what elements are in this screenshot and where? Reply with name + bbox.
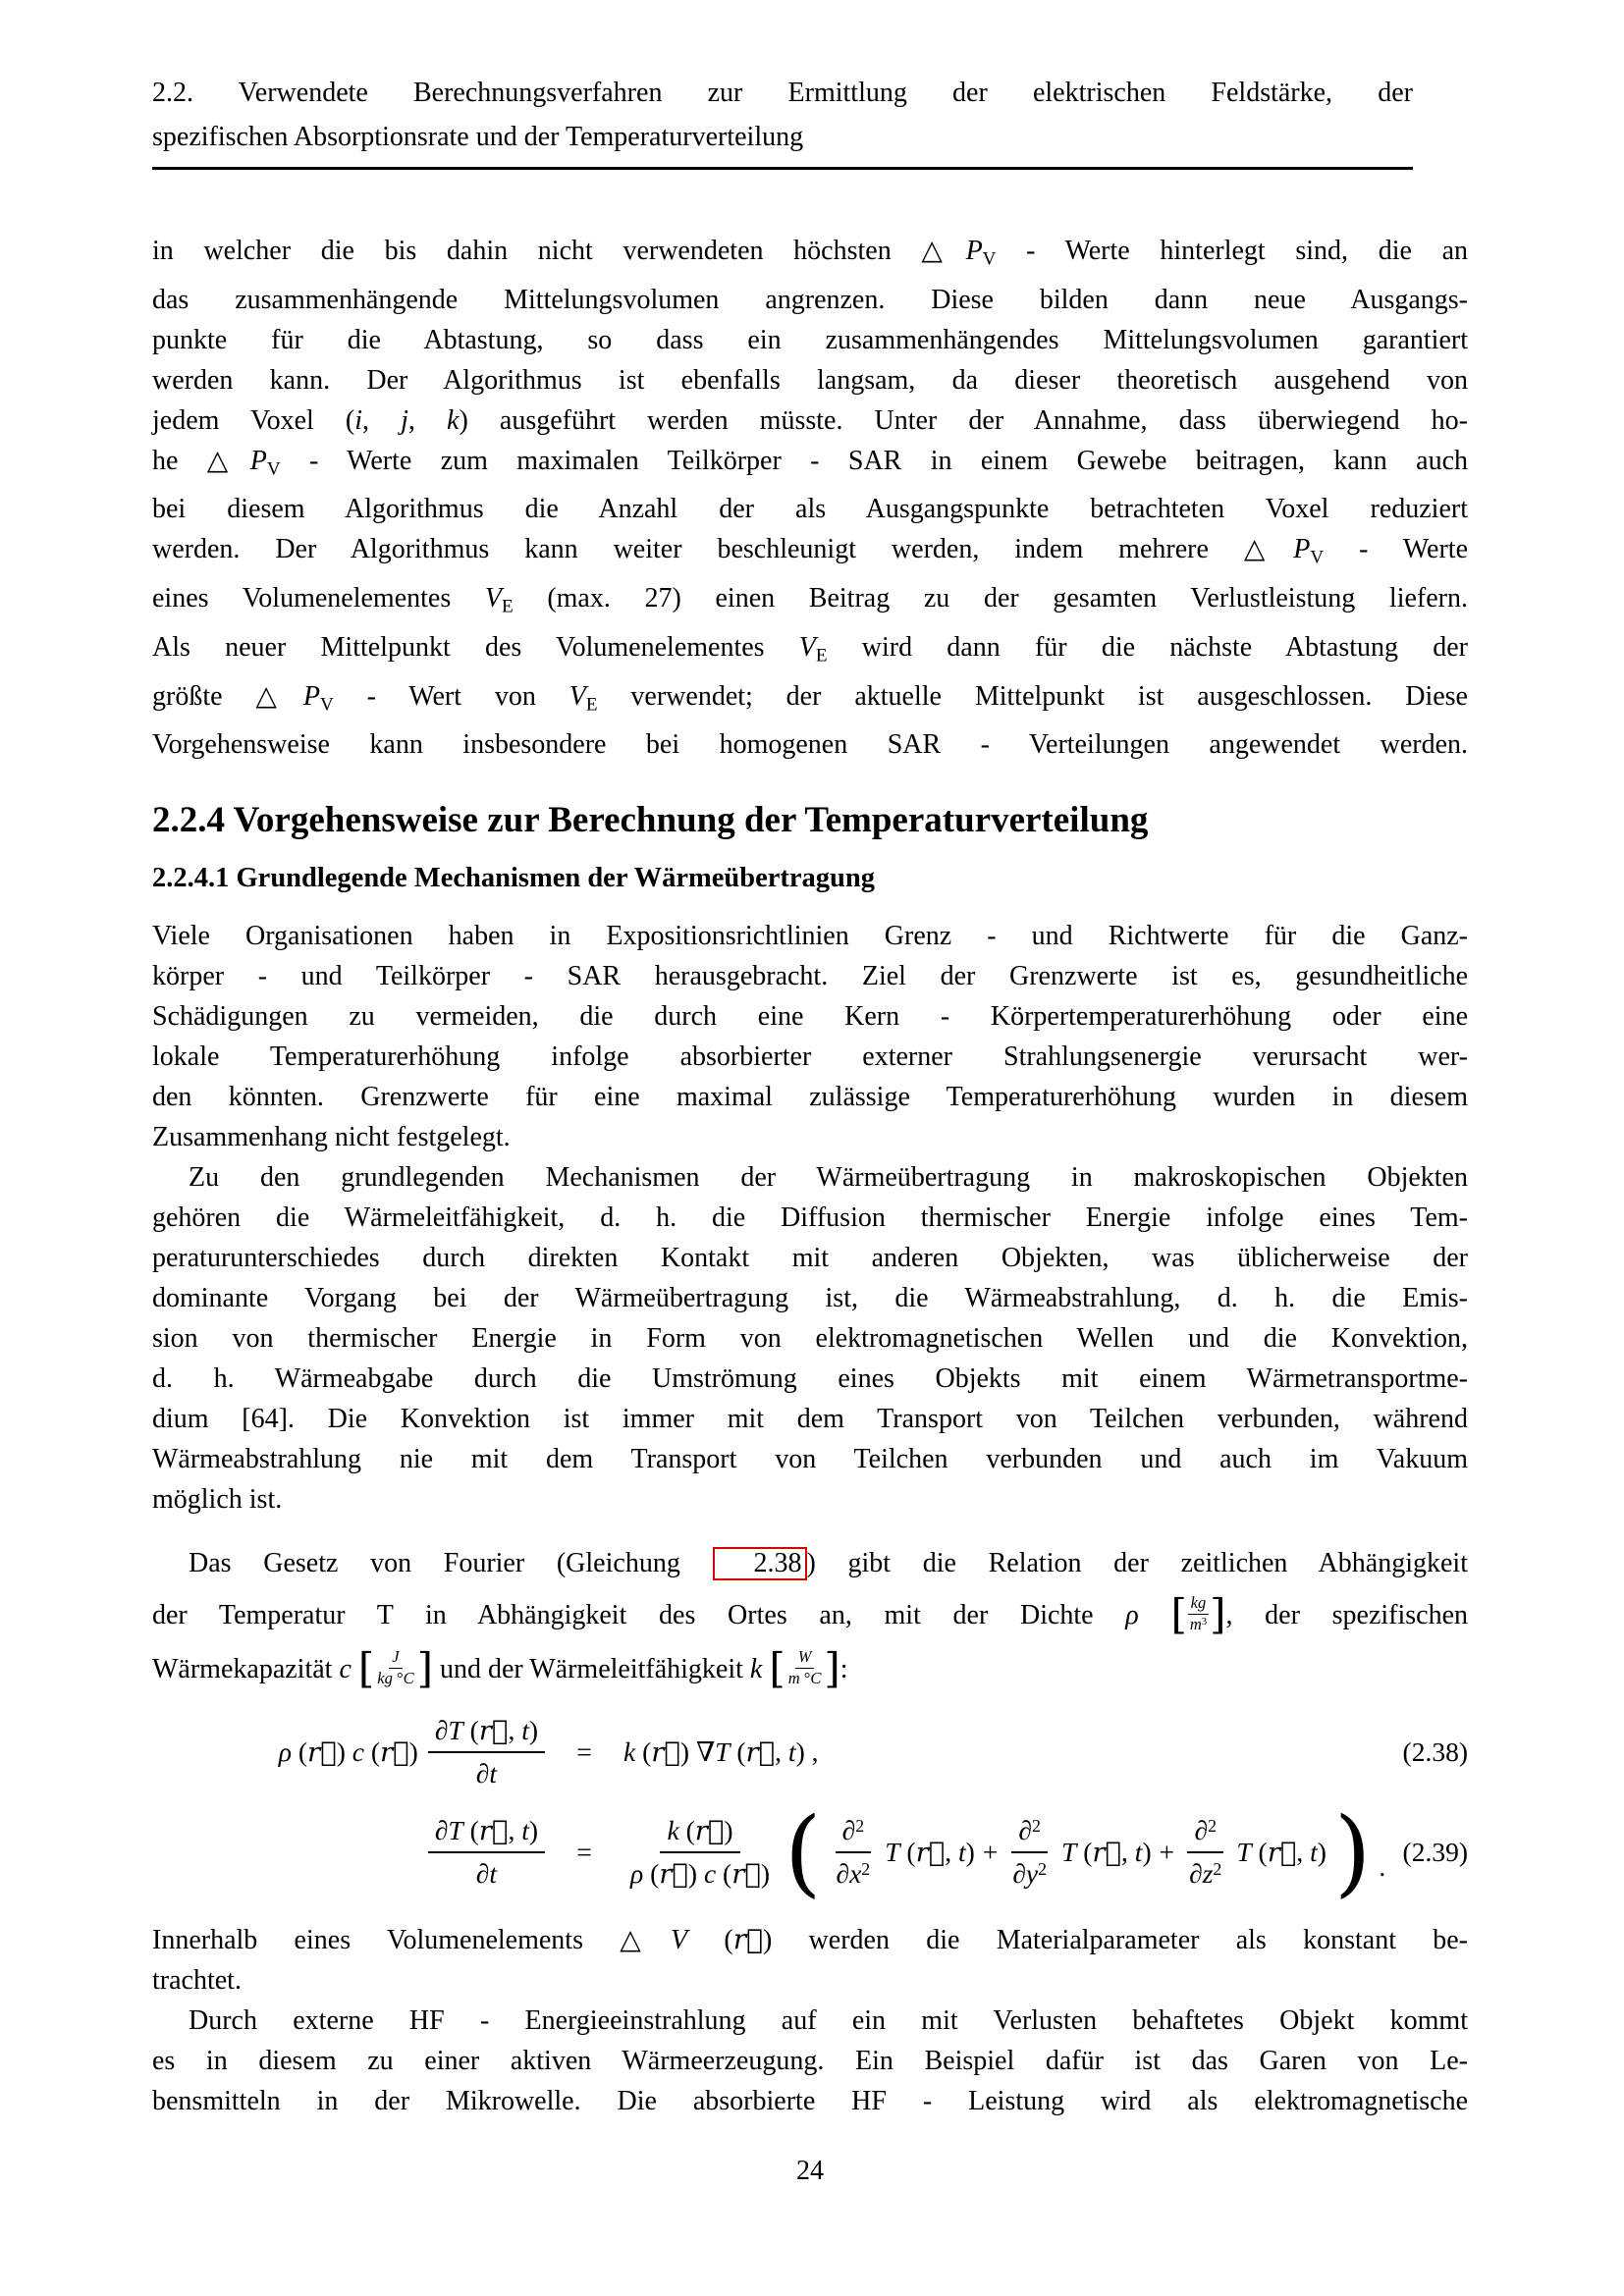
text-line: den könnten. Grenzwerte für eine maximal zulässige Temperaturerhöhung wurden in diesem [152, 1082, 1468, 1113]
section-heading: 2.2.4 Vorgehensweise zur Berechnung der Temperaturverteilung [152, 800, 1149, 841]
text-line: bensmitteln in der Mikrowelle. Die absorbierte HF - Leistung wird als elektromagnetische [152, 2086, 1468, 2117]
close-paren: ) [1333, 1797, 1372, 1908]
page-content [152, 0, 1468, 2121]
text-line: dominante Vorgang bei der Wärmeübertragung ist, die Wärmeabstrahlung, d. h. die Emis- [152, 1283, 1468, 1314]
text-line: sion von thermischer Energie in Form von elektromagnetischen Wellen und die Konvektion, [152, 1323, 1468, 1355]
fraction [428, 1715, 545, 1789]
text-line: d. h. Wärmeabgabe durch die Umströmung eines Objekts mit einem Wärmetransportme- [152, 1363, 1468, 1395]
equation-term: T (r⃗, t) [1236, 1837, 1326, 1869]
fraction-numerator: ∂T (r⃗, t) [428, 1715, 545, 1753]
text-line: Schädigungen zu vermeiden, die durch eine Kern - Körpertemperaturerhöhung oder eine [152, 1001, 1468, 1033]
fraction-numerator: ∂T (r⃗, t) [428, 1815, 545, 1853]
equation-period: . [1379, 1851, 1386, 1883]
text-line: werden kann. Der Algorithmus ist ebenfalls langsam, da dieser theoretisch ausgehend von [152, 364, 1468, 396]
fraction [1005, 1815, 1054, 1890]
text-line: es in diesem zu einer aktiven Wärmeerzeugung. Ein Beispiel dafür ist das Garen von Le- [152, 2046, 1468, 2077]
text-line: Viele Organisationen haben in Expositionsrichtlinien Grenz - und Richtwerte für die Ganz- [152, 921, 1468, 952]
fraction-denominator: ρ (r⃗) c (r⃗) [630, 1858, 771, 1891]
text-line: punkte für die Abtastung, so dass ein zusammenhängendes Mittelungsvolumen garantiert [152, 324, 1468, 355]
text-line: he $\triangle P_V$ - Werte zum maximalen Teilkörper - SAR in einem Gewebe beitragen, kann auch [152, 445, 1468, 480]
equation-lhs [152, 1715, 545, 1789]
equation-rhs [623, 1736, 818, 1768]
text-line: Wärmekapazität c [ $\frac{J}{kg ^\circ C}$ ] und der Wärmeleitfähigkeit k [ $\frac{W}{m ^\circ C}$ ]: [152, 1644, 848, 1693]
running-header [152, 71, 1413, 170]
running-header-line-2: spezifischen Absorptionsrate und der Temperaturverteilung [152, 122, 804, 152]
text-line: Vorgehensweise kann insbesondere bei homogenen SAR - Verteilungen angewendet werden. [152, 729, 1468, 761]
text-line: möglich ist. [152, 1484, 283, 1516]
text-line: größte $\triangle P_V$ - Wert von $V_E$ verwendet; der aktuelle Mittelpunkt ist ausgeschlossen. Diese [152, 680, 1468, 716]
text-line: gehören die Wärmeleitfähigkeit, d. h. die Diffusion thermischer Energie infolge eines Tem- [152, 1202, 1468, 1234]
text-line: jedem Voxel (i, j, k) ausgeführt werden müsste. Unter der Annahme, dass überwiegend ho- [152, 404, 1469, 436]
text-line: das zusammenhängende Mittelungsvolumen angrenzen. Diese bilden dann neue Ausgangs- [152, 284, 1468, 315]
equation-term: T (r⃗, t) [885, 1837, 975, 1869]
text-line: Als neuer Mittelpunkt des Volumenelementes $V_E$ wird dann für die nächste Abtastung der [152, 631, 1468, 667]
open-paren: ( [785, 1797, 822, 1908]
page-number: 24 [796, 2156, 824, 2186]
fraction-denominator: ∂t [475, 1758, 498, 1789]
fraction-numerator: ∂$^2$ [836, 1815, 872, 1853]
fraction-denominator: $\partial x^2$ [836, 1858, 871, 1890]
equation-lhs [152, 1815, 545, 1890]
running-header-line-1: 2.2. Verwendete Berechnungsverfahren zur Ermittlung der elektrischen Feldstärke, der [152, 78, 1413, 108]
text-line: in welcher die bis dahin nicht verwendeten höchsten $\triangle P_V$ - Werte hinterlegt sind, die an [152, 236, 1468, 270]
equation-2-39 [152, 1797, 1468, 1908]
text-line: trachtet. [152, 1965, 242, 1997]
fraction-numerator: k (r⃗) [660, 1815, 739, 1853]
text-line: Wärmeabstrahlung nie mit dem Transport von Teilchen verbunden und auch im Vakuum [152, 1444, 1468, 1475]
text-line: lokale Temperaturerhöhung infolge absorbierter externer Strahlungsenergie verursacht wer- [152, 1041, 1468, 1073]
text-line: dium [64]. Die Konvektion ist immer mit dem Transport von Teilchen verbunden, während [152, 1404, 1468, 1435]
text-line: eines Volumenelementes $V_E$ (max. 27) einen Beitrag zu der gesamten Verlustleistung liefern. [152, 583, 1468, 617]
fraction [428, 1815, 545, 1890]
text-line: der Temperatur T in Abhängigkeit des Ortes an, mit der Dichte ρ [ $\frac{kg}{m^3}$ ], der spezifischen [152, 1590, 1469, 1639]
text-line: Durch externe HF - Energieeinstrahlung auf ein mit Verlusten behaftetes Objekt kommt [189, 2005, 1468, 2037]
equation-block [152, 1715, 1468, 1908]
equation-term: T (r⃗, t) [1061, 1837, 1152, 1869]
equation-rhs [623, 1797, 1386, 1908]
subsection-heading: 2.2.4.1 Grundlegende Mechanismen der Wärmeübertragung [152, 863, 875, 894]
equals-sign: = [576, 1837, 592, 1868]
equation-label: (2.39) [1402, 1837, 1468, 1868]
paragraph-2 [152, 916, 1468, 1157]
paragraph-1 [152, 231, 1468, 765]
equation-ref-link[interactable]: 2.38 [713, 1547, 807, 1579]
text-line: Das Gesetz von Fourier (Gleichung 2.38 ) gibt die Relation der zeitlichen Abhängigkeit [189, 1548, 1468, 1579]
paragraph-6 [152, 2001, 1468, 2121]
plus-sign: + [982, 1837, 999, 1868]
fraction [623, 1815, 777, 1890]
text-line: Innerhalb eines Volumenelements △V (r⃗) werden die Materialparameter als konstant be- [152, 1923, 1469, 1956]
fraction-denominator: $\partial z^2$ [1189, 1858, 1222, 1890]
fraction-denominator: ∂t [475, 1858, 498, 1890]
header-rule [152, 167, 1413, 170]
fraction [1182, 1815, 1228, 1890]
text-line: Zu den grundlegenden Mechanismen der Wärmeübertragung in makroskopischen Objekten [189, 1162, 1468, 1194]
equation-term: ρ (r⃗) c (r⃗) [278, 1736, 418, 1769]
text-line: Zusammenhang nicht festgelegt. [152, 1122, 511, 1153]
equation-term: k (r⃗) ∇T (r⃗, t) , [623, 1736, 819, 1769]
fraction-numerator: ∂$^2$ [1011, 1815, 1048, 1853]
text-line: bei diesem Algorithmus die Anzahl der als Ausgangspunkte betrachteten Voxel reduziert [152, 494, 1468, 525]
text-line: peraturunterschiedes durch direkten Kontakt mit anderen Objekten, was üblicherweise der [152, 1243, 1468, 1274]
equation-2-38 [152, 1715, 1468, 1789]
text-line: körper - und Teilkörper - SAR herausgebracht. Ziel der Grenzwerte ist es, gesundheitliche [152, 961, 1468, 992]
plus-sign: + [1159, 1837, 1175, 1868]
paragraph-4 [152, 1537, 1468, 1697]
paragraph-3 [152, 1157, 1468, 1520]
fraction-denominator: $\partial y^2$ [1012, 1858, 1048, 1890]
fraction [830, 1815, 878, 1890]
equation-label: (2.38) [1402, 1736, 1468, 1768]
paragraph-5 [152, 1919, 1468, 2001]
fraction-numerator: ∂$^2$ [1187, 1815, 1223, 1853]
text-line: werden. Der Algorithmus kann weiter beschleunigt werden, indem mehrere $\triangle P_V$ - Werte [152, 534, 1468, 569]
equals-sign: = [576, 1736, 592, 1768]
